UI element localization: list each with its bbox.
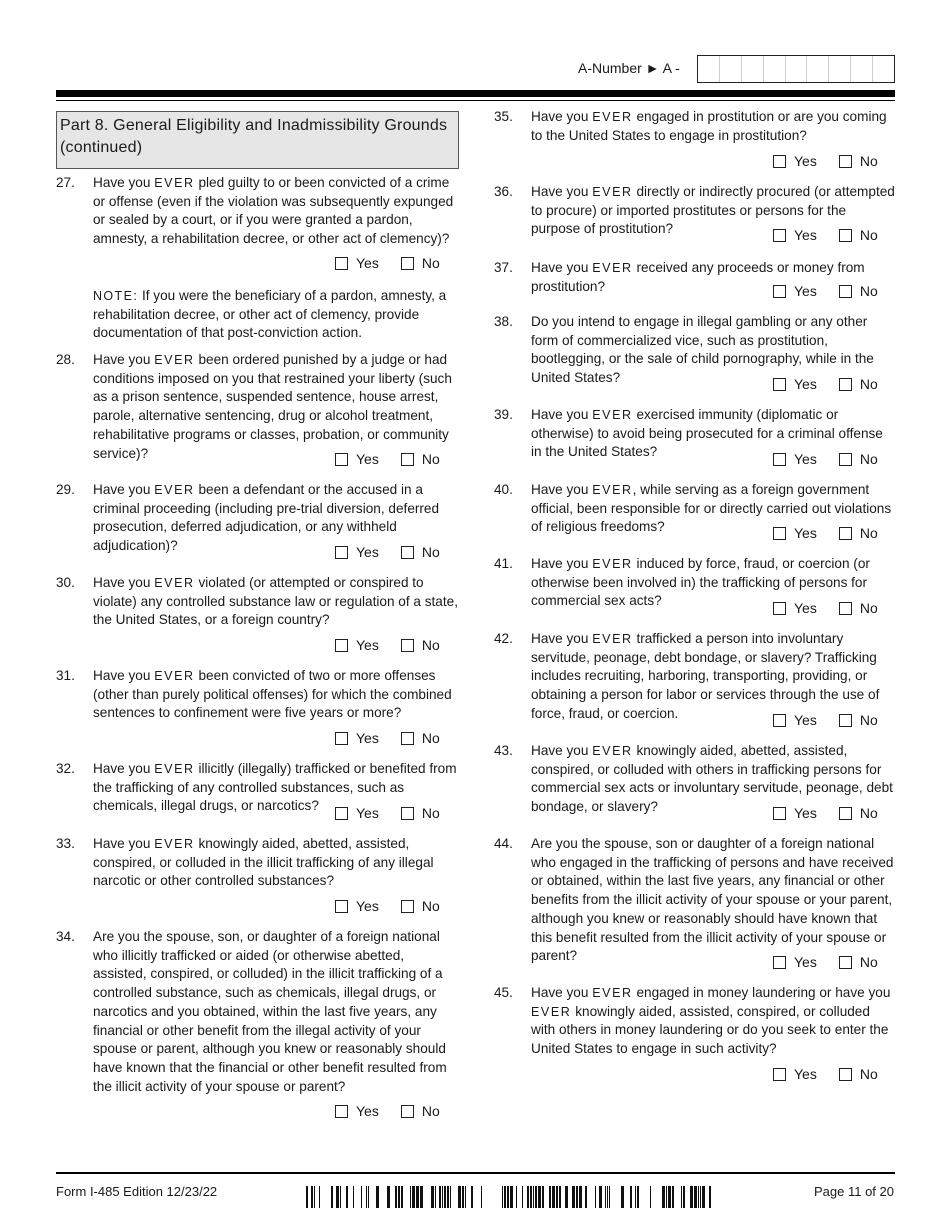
yes-checkbox[interactable] <box>773 1068 786 1081</box>
a-number-label: A-Number ► A - <box>578 60 680 76</box>
yes-checkbox[interactable] <box>773 527 786 540</box>
question-42: 42. Have you EVER trafficked a person into involuntary servitude, peonage, debt bondage, or slavery? Trafficking includes recruiting, harboring, transporting, providing, or obtaining a person for labor or services through the use of force, fraud, or coercion. <box>494 631 880 721</box>
question-31: 31. Have you EVER been convicted of two or more offenses (other than purely political offenses) for which the combined sentences to confinement were five years or more? <box>56 668 452 721</box>
footer-rule <box>56 1172 895 1174</box>
yes-checkbox[interactable] <box>335 807 348 820</box>
header-thick-rule <box>56 90 895 97</box>
yes-checkbox[interactable] <box>335 900 348 913</box>
no-checkbox[interactable] <box>401 546 414 559</box>
question-39: 39. Have you EVER exercised immunity (diplomatic or otherwise) to avoid being prosecuted for a criminal offense in the United States? <box>494 407 883 460</box>
no-checkbox[interactable] <box>839 602 852 615</box>
yes-checkbox[interactable] <box>773 453 786 466</box>
header-thin-rule <box>56 100 895 101</box>
yes-checkbox[interactable] <box>773 378 786 391</box>
yes-checkbox[interactable] <box>773 155 786 168</box>
question-34: 34. Are you the spouse, son, or daughter of a foreign national who illicitly trafficked or aided (or otherwise abetted, assisted, conspired, or colluded) in the illicit trafficking of a controlled substance, such as chemicals, illegal drugs, or narcotics and you obtained, within the last five years, any financial or other benefit from the illegal activity of your spouse or parent, although you knew or reasonably should have known that the financial or other benefit resulted from the illicit activity of your spouse or parent? <box>56 929 447 1094</box>
question-36: 36. Have you EVER directly or indirectly procured (or attempted to procure) or imported prostitutes or persons for the purpose of prostitution? <box>494 184 895 237</box>
question-27: 27. Have you EVER pled guilty to or been convicted of a crime or offense (even if the violation was subsequently expunged or sealed by a court, or if you were granted a pardon, amnesty, a rehabilitation decree, or other act of clemency)? <box>56 175 454 247</box>
question-40: 40. Have you EVER, while serving as a foreign government official, been responsible for or directly carried out violations of religious freedoms? <box>494 482 892 535</box>
yes-checkbox[interactable] <box>335 639 348 652</box>
question-31-answer: Yes No <box>335 730 440 748</box>
no-checkbox[interactable] <box>401 732 414 745</box>
question-37: 37. Have you EVER received any proceeds or money from prostitution? <box>494 260 865 294</box>
note-27: NOTE: If you were the beneficiary of a pardon, amnesty, a rehabilitation decree, or other act of clemency, provide documentation of that post-conviction action. <box>93 288 447 341</box>
no-checkbox[interactable] <box>401 453 414 466</box>
question-37-answer: Yes No <box>773 283 878 301</box>
yes-checkbox[interactable] <box>773 956 786 969</box>
question-32-answer: Yes No <box>335 805 440 823</box>
question-33-answer: Yes No <box>335 898 440 916</box>
yes-checkbox[interactable] <box>773 285 786 298</box>
yes-checkbox[interactable] <box>773 807 786 820</box>
no-checkbox[interactable] <box>839 1068 852 1081</box>
question-30-answer: Yes No <box>335 637 440 655</box>
question-32: 32. Have you EVER illicitly (illegally) trafficked or benefited from the trafficking of any controlled substances, such as chemicals, illegal drugs, or narcotics? <box>56 761 457 814</box>
no-checkbox[interactable] <box>839 714 852 727</box>
no-checkbox[interactable] <box>839 527 852 540</box>
page-number: Page 11 of 20 <box>814 1184 894 1199</box>
question-45-answer: Yes No <box>773 1066 878 1084</box>
question-39-answer: Yes No <box>773 451 878 469</box>
question-40-answer: Yes No <box>773 525 878 543</box>
question-30: 30. Have you EVER violated (or attempted or conspired to violate) any controlled substance law or regulation of a state, the United States, or a foreign country? <box>56 575 458 628</box>
no-checkbox[interactable] <box>401 807 414 820</box>
yes-checkbox[interactable] <box>773 229 786 242</box>
no-checkbox[interactable] <box>839 285 852 298</box>
question-38-answer: Yes No <box>773 376 878 394</box>
a-number-input[interactable] <box>697 55 895 83</box>
no-checkbox[interactable] <box>401 257 414 270</box>
question-28-answer: Yes No <box>335 451 440 469</box>
question-44-answer: Yes No <box>773 954 878 972</box>
no-checkbox[interactable] <box>401 639 414 652</box>
question-42-answer: Yes No <box>773 712 878 730</box>
question-45: 45. Have you EVER engaged in money laundering or have you EVER knowingly aided, assisted, conspired, or colluded with others in money laundering or do you seek to enter the United States to engage in such activity? <box>494 985 891 1057</box>
yes-checkbox[interactable] <box>335 1105 348 1118</box>
question-27-answer: Yes No <box>335 255 440 273</box>
question-34-answer: Yes No <box>335 1103 440 1121</box>
yes-checkbox[interactable] <box>335 546 348 559</box>
question-29: 29. Have you EVER been a defendant or the accused in a criminal proceeding (including pre-trial diversion, deferred prosecution, deferred adjudication, or any withheld adjudication)? <box>56 482 440 554</box>
no-checkbox[interactable] <box>839 956 852 969</box>
question-43-answer: Yes No <box>773 805 878 823</box>
part-title: Part 8. General Eligibility and Inadmissibility Grounds (continued) <box>56 111 459 169</box>
barcode-image <box>306 1186 714 1208</box>
a-number-field-group <box>578 55 896 83</box>
yes-checkbox[interactable] <box>773 602 786 615</box>
no-checkbox[interactable] <box>839 155 852 168</box>
question-35: 35. Have you EVER engaged in prostitution or are you coming to the United States to engage in prostitution? <box>494 109 887 143</box>
yes-checkbox[interactable] <box>335 732 348 745</box>
question-43: 43. Have you EVER knowingly aided, abetted, assisted, conspired, or colluded with others in trafficking persons for commercial sex acts or involuntary servitude, peonage, debt bondage, or slavery? <box>494 743 893 815</box>
question-41-answer: Yes No <box>773 600 878 618</box>
no-checkbox[interactable] <box>839 378 852 391</box>
question-38: 38. Do you intend to engage in illegal gambling or any other form of commercialized vice, such as prostitution, bootlegging, or the sale of child pornography, while in the United States? <box>494 314 874 386</box>
question-28: 28. Have you EVER been ordered punished by a judge or had conditions imposed on you that restrained your liberty (such as a prison sentence, suspended sentence, house arrest, parole, alternative sentencing, drug or alcohol treatment, rehabilitative programs or classes, probation, or community service)? <box>56 352 452 461</box>
no-checkbox[interactable] <box>401 1105 414 1118</box>
question-33: 33. Have you EVER knowingly aided, abetted, assisted, conspired, or colluded in the illicit trafficking of any illegal narcotic or other controlled substances? <box>56 836 434 889</box>
question-36-answer: Yes No <box>773 227 878 245</box>
no-checkbox[interactable] <box>839 453 852 466</box>
form-edition: Form I-485 Edition 12/23/22 <box>56 1184 218 1199</box>
yes-checkbox[interactable] <box>773 714 786 727</box>
yes-checkbox[interactable] <box>335 257 348 270</box>
question-29-answer: Yes No <box>335 544 440 562</box>
no-checkbox[interactable] <box>401 900 414 913</box>
no-checkbox[interactable] <box>839 807 852 820</box>
question-35-answer: Yes No <box>773 153 878 171</box>
question-44: 44. Are you the spouse, son or daughter of a foreign national who engaged in the trafficking of persons and have received or obtained, within the last five years, any financial or other benefits from the illicit activity of your spouse or your parent, although you knew or reasonably should have known that this benefit resulted from the illicit activity of your spouse or parent? <box>494 836 894 964</box>
no-checkbox[interactable] <box>839 229 852 242</box>
question-41: 41. Have you EVER induced by force, fraud, or coercion (or otherwise been involved in) the trafficking of persons for commercial sex acts? <box>494 556 870 609</box>
yes-checkbox[interactable] <box>335 453 348 466</box>
